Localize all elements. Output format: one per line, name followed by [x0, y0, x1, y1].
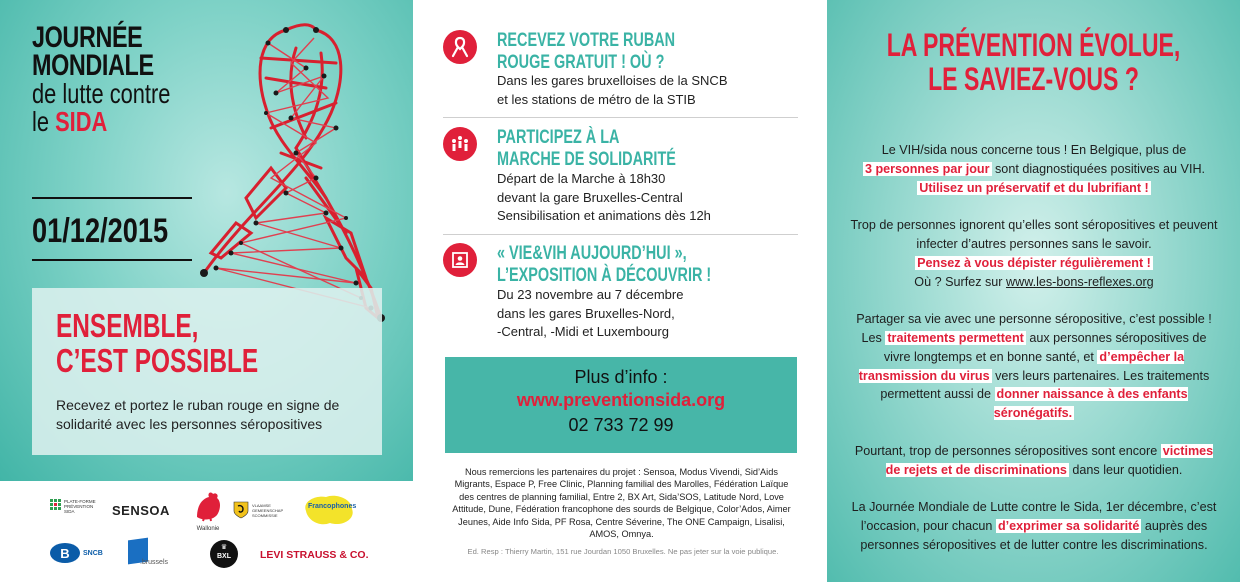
info-label: Plus d’info : — [574, 367, 668, 387]
editor-responsible: Ed. Resp : Thierry Martin, 151 rue Jourdan 1050 Bruxelles. Ne pas jeter sur la voie publique. — [467, 547, 779, 556]
item1-body-line-2: et les stations de métro de la STIB — [497, 91, 696, 107]
info-phone: 02 733 72 99 — [568, 415, 674, 435]
middle-panel — [413, 0, 827, 582]
p3-highlight-1: traitements permettent — [887, 330, 1024, 345]
separator — [443, 234, 798, 235]
wallonie-label: Wallonie — [196, 526, 220, 532]
right-panel — [827, 0, 1240, 582]
title-sida: SIDA — [55, 106, 108, 137]
plateforme-prevention-sida-logo — [50, 499, 98, 514]
p3-highlight-2: d’empêcher la transmission du virus — [858, 349, 1185, 383]
bxl-label: BXL — [217, 553, 231, 560]
together-line-1: ENSEMBLE, — [56, 307, 199, 344]
francophones-bruxelles-logo — [302, 493, 356, 530]
people-group-icon — [443, 127, 477, 161]
more-info-box — [445, 357, 797, 453]
prevention-body — [849, 141, 1219, 573]
p4-text-a: Pourtant, trop de personnes séropositives sont encore — [854, 443, 1161, 458]
paragraph-2 — [849, 216, 1219, 291]
vlaamse-line-1: VLAAMSE — [252, 502, 271, 508]
ribbon-icon — [443, 30, 477, 64]
item3-heading-line-1: « VIE&VIH AUJOURD’HUI », — [497, 243, 687, 264]
p2-highlight: Pensez à vous dépister régulièrement ! — [917, 255, 1151, 270]
p3-highlight-3: donner naissance à des enfants séronégatifs. — [993, 387, 1188, 421]
wallonie-logo — [188, 489, 228, 532]
partners-thanks: Nous remercions les partenaires du projet : Sensoa, Modus Vivendi, Sid’Aids Migrants, Espace P, Free Clinic, Planning familial des Marolles, Fédération Laïque des centres de planning familial, Entre 2, BX Art, Sida’SOS, Latitude Nord, Love Attitude, Dune, Fédération francophone des sourds de Belgique, Color’Ados, Aimer Jeunes, Aide Info Sida, PF Rosa, Centre Séverine, The ONE Campaign, Lisalisi, AMOS, Omnya. — [452, 467, 791, 540]
item2-body-line-1: Départ de la Marche à 18h30 — [497, 171, 666, 186]
info-website-link[interactable]: www.preventionsida.org — [516, 390, 726, 410]
item1-heading-line-1: RECEVEZ VOTRE RUBAN — [497, 30, 676, 51]
together-box — [32, 288, 382, 455]
brussels-label: .brussels — [140, 559, 169, 566]
paragraph-4 — [849, 442, 1219, 480]
event-title — [32, 21, 202, 137]
rooster-icon — [191, 489, 225, 523]
item1-body — [497, 72, 797, 109]
item3-body-line-1: Du 23 novembre au 7 décembre — [497, 287, 684, 302]
portrait-frame-icon — [443, 243, 477, 277]
sncb-logo — [50, 543, 103, 563]
p3-text-a: Partager sa vie avec une personne séropositive, c’est possible ! Les — [856, 312, 1212, 345]
p2-text-a: Trop de personnes ignorent qu’elles sont séropositives et peuvent infecter d’autres personnes sans le savoir. — [850, 218, 1218, 251]
p5-text-b: auprès des personnes séropositives et de lutter contre les discriminations. — [860, 518, 1208, 552]
p1-highlight-2: Utilisez un préservatif et du lubrifiant ! — [919, 180, 1149, 195]
together-text: Recevez et portez le ruban rouge en signe de solidarité avec les personnes séropositives — [56, 397, 340, 432]
vlaamse-gemeenschapscommissie-logo — [233, 501, 284, 519]
left-panel — [0, 0, 413, 481]
prevention-title-line-1: LA PRÉVENTION ÉVOLUE, — [886, 27, 1181, 63]
item1-body-line-1: Dans les gares bruxelloises de la SNCB — [497, 73, 728, 88]
p1-text-a: Le VIH/sida nous concerne tous ! En Belgique, plus de — [881, 143, 1187, 157]
grid-icon — [50, 499, 61, 510]
divider-bottom — [32, 259, 192, 261]
p2-text-b: Où ? Surfez sur — [914, 274, 1006, 289]
item2-heading-line-2: MARCHE DE SOLIDARITÉ — [497, 149, 676, 170]
title-line-4 — [32, 108, 165, 136]
sncb-label: SNCB — [83, 549, 103, 557]
francophones-label: Francophones — [308, 503, 357, 510]
title-line-2: MONDIALE — [32, 49, 154, 82]
bons-reflexes-link[interactable]: www.les-bons-reflexes.org — [1006, 274, 1154, 289]
partner-logos — [0, 481, 413, 582]
divider-top — [32, 197, 192, 199]
title-le: le — [32, 106, 56, 137]
item2-heading-line-1: PARTICIPEZ À LA — [497, 127, 620, 148]
item1-heading-line-2: ROUGE GRATUIT ! OÙ ? — [497, 52, 665, 73]
sncb-b-icon: B — [50, 543, 80, 563]
lion-shield-icon — [233, 501, 249, 519]
p1-highlight-1: 3 personnes par jour — [864, 161, 990, 176]
event-date: 01/12/2015 — [32, 212, 169, 250]
title-line-3: de lutte contre — [32, 78, 171, 109]
prevention-title-line-2: LE SAVIEZ-VOUS ? — [928, 61, 1139, 97]
plateforme-line-3: SIDA — [64, 509, 75, 514]
vlaamse-line-2: GEMEENSCHAPSCOMMISSIE — [252, 507, 284, 518]
prevention-title — [827, 28, 1240, 96]
plateforme-line-2: PRÉVENTION — [64, 504, 94, 509]
title-line-1: JOURNÉE — [32, 21, 143, 54]
p1-text-b: sont diagnostiquées positives au VIH. — [991, 161, 1206, 176]
paragraph-1 — [849, 141, 1219, 197]
p4-text-b: dans leur quotidien. — [1068, 462, 1183, 477]
item2-body — [497, 170, 797, 226]
p5-highlight: d’exprimer sa solidarité — [997, 518, 1140, 533]
sensoa-logo: SENSOA — [112, 503, 170, 518]
together-line-2: C’EST POSSIBLE — [56, 342, 259, 379]
item2-body-line-2: devant la gare Bruxelles-Central — [497, 189, 683, 205]
together-title — [56, 308, 258, 378]
bxl-logo — [210, 540, 238, 568]
p3-text-c: vers leurs partenaires. Les traitements permettent aussi de — [880, 368, 1210, 402]
separator — [443, 117, 798, 118]
item2-body-line-3: Sensibilisation et animations dès 12h — [497, 208, 711, 223]
brussels-logo — [128, 539, 169, 566]
item3-body-line-3: -Central, -Midi et Luxembourg — [497, 324, 669, 339]
bxl-crown-icon: ♛ — [220, 544, 228, 551]
p4-highlight: victimes de rejets et de discriminations — [885, 443, 1214, 477]
francophones-blob-icon — [302, 493, 356, 527]
item3-body — [497, 286, 797, 342]
item3-heading-line-2: L’EXPOSITION À DÉCOUVRIR ! — [497, 265, 712, 286]
p5-text-a: La Journée Mondiale de Lutte contre le Sida, 1er décembre, c’est l’occasion, pour chacun — [851, 500, 1217, 533]
plateforme-line-1: PLATE-FORME — [64, 499, 96, 504]
paragraph-3 — [849, 310, 1219, 423]
item3-body-line-2: dans les gares Bruxelles-Nord, — [497, 305, 675, 321]
paragraph-5 — [849, 498, 1219, 554]
item2-heading — [497, 127, 676, 171]
levi-strauss-logo: LEVI STRAUSS & CO. — [260, 549, 369, 561]
item3-heading — [497, 243, 711, 287]
p3-text-b: aux personnes séropositives de vivre longtemps et en bonne santé, et — [883, 330, 1207, 364]
item1-heading — [497, 30, 675, 74]
